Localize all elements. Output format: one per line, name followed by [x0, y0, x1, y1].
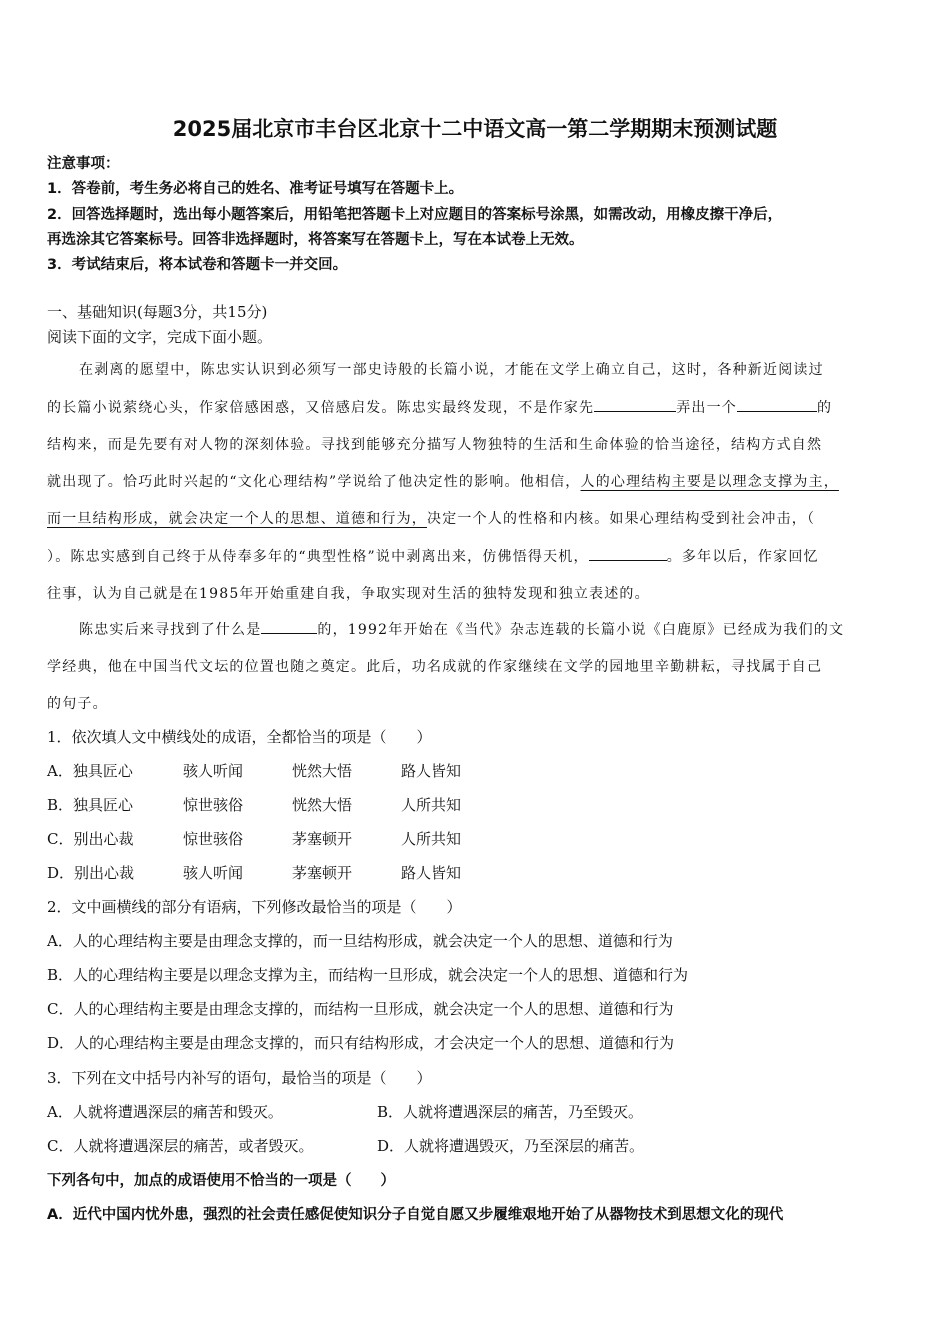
passage-text: 的，1992年开始在《当代》杂志连载的长篇小说《白鹿原》已经成为我们的文	[317, 622, 845, 638]
passage-line	[47, 619, 903, 639]
option-text: A．近代中国内忧外患，强烈的社会责任感促使知识分子自觉自愿又步履维艰地开始了从器物技术到思想文化的现代	[47, 1207, 784, 1223]
passage-text: 。多年以后，作家回忆	[666, 549, 819, 565]
question-stem: 1．依次填人文中横线处的成语，全都恰当的项是（ ）	[47, 728, 432, 746]
option-label: C．别出心裁	[47, 830, 134, 848]
option-term: 骇人听闻	[183, 864, 244, 882]
option-term: 人所共知	[401, 796, 462, 814]
option-term: 骇人听闻	[183, 762, 244, 780]
page-title: 2025届北京市丰台区北京十二中语文高一第二学期期末预测试题	[172, 117, 778, 141]
passage-line: 学经典，他在中国当代文坛的位置也随之奠定。此后，功名成就的作家继续在文学的园地里辛勤耕耘，寻找属于自己	[47, 659, 823, 675]
passage-line	[47, 546, 903, 566]
underlined-sentence: 而一旦结构形成，就会决定一个人的思想、道德和行为，	[47, 511, 427, 527]
fill-blank	[589, 546, 667, 561]
option-term: 恍然大悟	[292, 762, 353, 780]
section-heading: 一、基础知识(每题3分，共15分)	[47, 303, 268, 321]
option-term: 人所共知	[401, 830, 462, 848]
option-text: A．人就将遭遇深层的痛苦和毁灭。	[47, 1103, 283, 1121]
passage-line: 的句子。	[47, 696, 108, 712]
fill-blank	[594, 397, 676, 412]
passage-line: 往事，认为自己就是在1985年开始重建自我，争取实现对生活的独特发现和独立表述的。	[47, 586, 650, 602]
option-term: 路人皆知	[401, 762, 462, 780]
option-text: C．人的心理结构主要是由理念支撑的，而结构一旦形成，就会决定一个人的思想、道德和行为	[47, 1000, 674, 1018]
option-text: B．人的心理结构主要是以理念支撑为主，而结构一旦形成，就会决定一个人的思想、道德和行为	[47, 966, 689, 984]
passage-text: 的长篇小说萦绕心头，作家倍感困惑，又倍感启发。陈忠实最终发现，不是作家先	[47, 400, 595, 416]
option-text: A．人的心理结构主要是由理念支撑的，而一旦结构形成，就会决定一个人的思想、道德和行为	[47, 932, 673, 950]
option-text: D．人的心理结构主要是由理念支撑的，而只有结构形成，才会决定一个人的思想、道德和行为	[47, 1034, 675, 1052]
option-term: 惊世骇俗	[183, 796, 244, 814]
option-label: D．别出心裁	[47, 864, 135, 882]
passage-text: 陈忠实后来寻找到了什么是	[79, 622, 262, 638]
question-stem: 2．文中画横线的部分有语病，下列修改最恰当的项是（ ）	[47, 898, 462, 916]
passage-line	[47, 471, 903, 491]
option-label: B．独具匠心	[47, 796, 134, 814]
passage-line: 在剥离的愿望中，陈忠实认识到必须写一部史诗般的长篇小说，才能在文学上确立自己，这时，各种新近阅读过	[79, 362, 824, 378]
option-term: 惊世骇俗	[183, 830, 244, 848]
passage-line: 的长篇小说萦绕心头，作家倍感困惑，又倍感启发。陈忠实最终发现，不是作家先 弄出一个 的	[47, 397, 903, 417]
passage-text: 决定一个人的性格和内核。如果心理结构受到社会冲击，（	[427, 511, 816, 527]
notice-item: 2．回答选择题时，选出每小题答案后，用铅笔把答题卡上对应题目的答案标号涂黑，如需改动，用橡皮擦干净后，	[47, 207, 783, 223]
passage-text: 就出现了。恰巧此时兴起的“文化心理结构”学说给了他决定性的影响。他相信，	[47, 474, 581, 490]
fill-blank	[737, 397, 817, 412]
passage-text: ）。陈忠实感到自己终于从侍奉多年的“典型性格”说中剥离出来，仿佛悟得天机，	[47, 549, 589, 565]
question-stem: 下列各句中，加点的成语使用不恰当的一项是（ ）	[47, 1173, 395, 1189]
notice-heading: 注意事项：	[47, 156, 120, 172]
passage-line: 结构来，而是先要有对人物的深刻体验。寻找到能够充分描写人物独特的生活和生命体验的恰当途径，结构方式自然	[47, 437, 823, 453]
option-term: 茅塞顿开	[292, 864, 353, 882]
notice-item: 1．答卷前，考生务必将自己的姓名、准考证号填写在答题卡上。	[47, 181, 464, 197]
notice-item: 再选涂其它答案标号。回答非选择题时，将答案写在答题卡上，写在本试卷上无效。	[47, 232, 584, 248]
option-text: C．人就将遭遇深层的痛苦，或者毁灭。	[47, 1137, 314, 1155]
option-label: A．独具匠心	[47, 762, 133, 780]
section-instruction: 阅读下面的文字，完成下面小题。	[47, 328, 273, 346]
notice-item: 3．考试结束后，将本试卷和答题卡一并交回。	[47, 257, 348, 273]
underlined-sentence: 人的心理结构主要是以理念支撑为主，	[580, 474, 839, 490]
option-text: D．人就将遭遇毁灭，乃至深层的痛苦。	[377, 1137, 645, 1155]
passage-text: 弄出一个	[676, 400, 738, 416]
option-term: 茅塞顿开	[292, 830, 353, 848]
passage-line	[47, 508, 903, 528]
question-stem: 3．下列在文中括号内补写的语句，最恰当的项是（ ）	[47, 1069, 432, 1087]
option-term: 路人皆知	[401, 864, 462, 882]
option-term: 恍然大悟	[292, 796, 353, 814]
fill-blank	[261, 619, 317, 634]
option-text: B．人就将遭遇深层的痛苦，乃至毁灭。	[377, 1103, 644, 1121]
